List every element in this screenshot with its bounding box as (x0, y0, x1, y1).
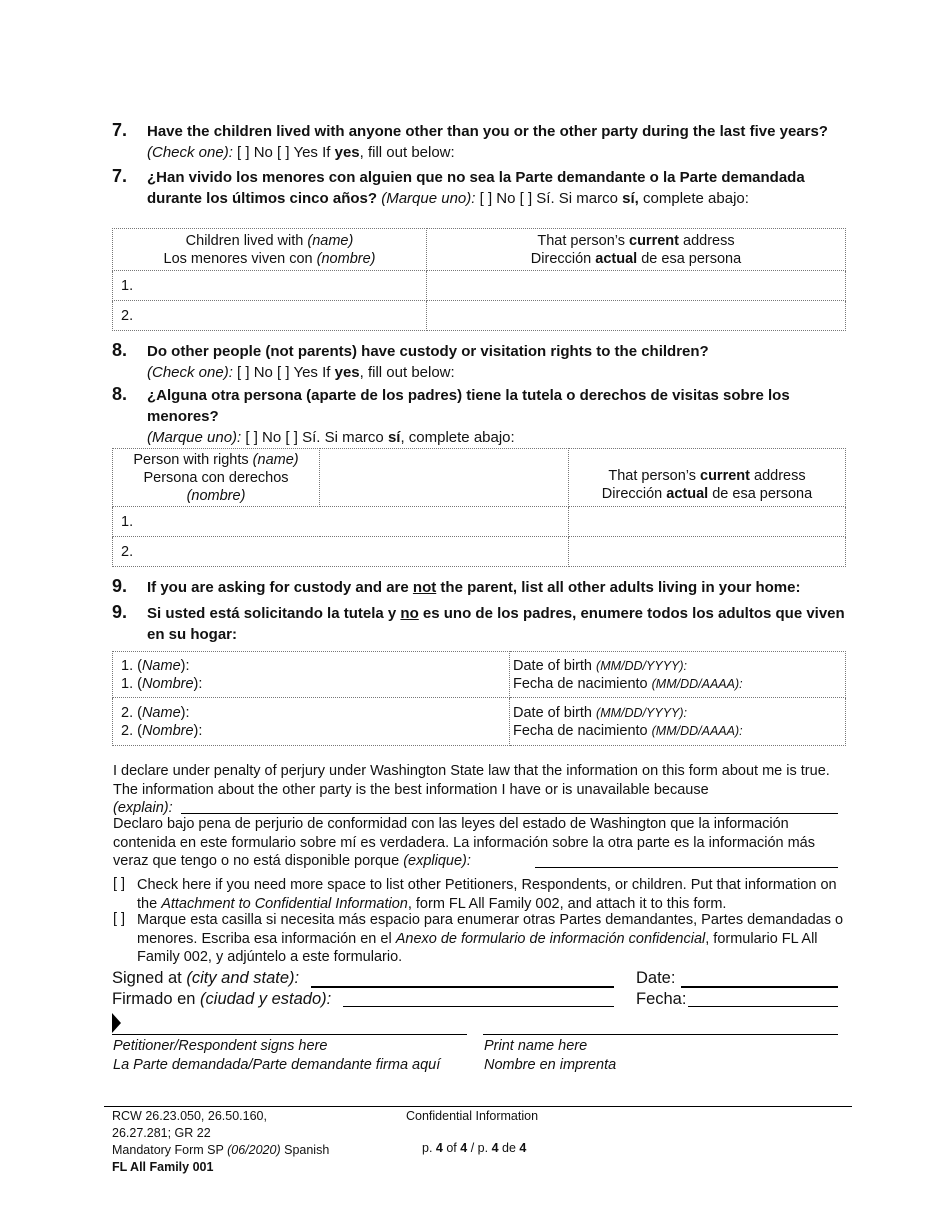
q9-table (112, 651, 846, 746)
q7-header-name: Children lived with (name) Los menores viven con (nombre) (113, 229, 427, 271)
q7-check-label-es: (Marque uno): (381, 190, 476, 207)
footer-divider (104, 1106, 852, 1107)
q7-tail-es: complete abajo: (643, 190, 749, 207)
q7-tail-en: , fill out below: (359, 144, 455, 161)
footer-left: RCW 26.23.050, 26.50.160, 26.27.281; GR 22 Mandatory Form SP (06/2020) Spanish FL All Family 001 (112, 1109, 330, 1174)
q8-number-es: 8. (112, 384, 128, 404)
more-space-checkbox-es[interactable]: [ ] (113, 911, 126, 927)
signature-caption: Petitioner/Respondent signs here La Parte demandada/Parte demandante firma aquí (113, 1038, 441, 1073)
q7-si-es: sí, (622, 190, 639, 207)
explain-line-en[interactable] (181, 813, 838, 814)
q8-check-label-es: (Marque uno): (147, 429, 242, 446)
q9-row-2-dob[interactable]: Date of birth (MM/DD/YYYY): Fecha de nacimiento (MM/DD/AAAA): (510, 698, 846, 746)
q7-row-1-address[interactable] (427, 271, 846, 301)
q8-si-es: sí (387, 429, 401, 446)
q8-table (112, 448, 846, 567)
q9-text-en: If you are asking for custody and are not the parent, list all other adults living in your home: (147, 579, 801, 596)
firmado-line[interactable] (343, 1006, 614, 1007)
q8-row-1-address[interactable] (569, 507, 846, 537)
q8-tail-en: , fill out below: (359, 364, 455, 381)
q8-row-2-name[interactable]: 2. (113, 537, 569, 567)
signed-at-line[interactable] (311, 986, 614, 988)
q8-options-es[interactable]: [ ] No [ ] Sí. Si marco (245, 429, 384, 446)
print-name-line[interactable] (483, 1034, 838, 1035)
more-space-checkbox-en[interactable]: [ ] (113, 876, 126, 892)
q8-question-en: Do other people (not parents) have custody or visitation rights to the children? (147, 343, 709, 360)
footer-confidential: Confidential Information (406, 1109, 539, 1123)
q9-number-en: 9. (112, 576, 128, 596)
q7-table (112, 228, 846, 331)
q8-header-address: That person’s current address Dirección actual de esa persona (569, 449, 846, 507)
q7-check-label-en: (Check one): (147, 144, 233, 161)
q8-text-en (147, 341, 847, 383)
q8-yes-en: yes (334, 364, 360, 381)
fecha-line[interactable] (688, 1006, 838, 1007)
q7-yes-en: yes (334, 144, 360, 161)
q8-options-en[interactable]: [ ] No [ ] Yes If (237, 364, 331, 381)
q9-row-2-name[interactable]: 2. (Name): 2. (Nombre): (113, 698, 510, 746)
fecha-label: Fecha: (636, 990, 687, 1008)
q7-text-en (147, 121, 847, 163)
q9-row-1-dob[interactable]: Date of birth (MM/DD/YYYY): Fecha de nacimiento (MM/DD/AAAA): (510, 652, 846, 698)
signed-at-label: Signed at (city and state): (112, 969, 300, 987)
q8-header-name: Person with rights (name) Persona con derechos (nombre) (113, 449, 320, 507)
explain-line-es[interactable] (535, 867, 838, 868)
q7-row-1-name[interactable]: 1. (113, 271, 427, 301)
q7-options-es[interactable]: [ ] No [ ] Sí. Si marco (479, 190, 618, 207)
more-space-text-en: Check here if you need more space to list other Petitioners, Respondents, or children. Put that information on the Attachment to Confidential Information, form FL All Family 002, and attach it to this form. (137, 877, 837, 912)
print-name-caption: Print name here Nombre en imprenta (484, 1038, 617, 1073)
q8-row-2-address[interactable] (569, 537, 846, 567)
signature-line[interactable] (112, 1034, 467, 1035)
declaration-en: I declare under penalty of perjury under Washington State law that the information on this form about me is true. The information about the other party is the best information I have or is unavailable because (explain): (113, 763, 830, 816)
more-space-text-es: Marque esta casilla si necesita más espacio para enumerar otras Partes demandantes, Partes demandadas o menores. Escriba esa información en el Anexo de formulario de información confidencial, formulario FL All Family 002, y adjúntelo a este formulario. (137, 912, 844, 965)
q7-row-2-address[interactable] (427, 301, 846, 331)
q8-header-blank (320, 449, 569, 507)
q8-tail-es: , complete abajo: (400, 429, 515, 446)
q8-text-es (147, 385, 847, 448)
q9-number-es: 9. (112, 602, 128, 622)
date-line[interactable] (681, 986, 838, 988)
q9-text-es: Si usted está solicitando la tutela y no es uno de los padres, enumere todos los adultos que viven en su hogar: (147, 605, 845, 643)
sign-here-arrow-icon (112, 1013, 122, 1033)
q9-row-1-name[interactable]: 1. (Name): 1. (Nombre): (113, 652, 510, 698)
declaration-es: Declaro bajo pena de perjurio de conformidad con las leyes del estado de Washington que la información contenida en este formulario sobre mí es verdadera. La información sobre la otra parte es la información más veraz que tengo o no está disponible porque (explique): (113, 816, 815, 869)
q7-row-2-name[interactable]: 2. (113, 301, 427, 331)
q7-number-es: 7. (112, 166, 128, 186)
q8-question-es: ¿Alguna otra persona (aparte de los padres) tiene la tutela o derechos de visitas sobre los menores? (147, 387, 790, 425)
firmado-label: Firmado en (ciudad y estado): (112, 990, 332, 1008)
q8-row-1-name[interactable]: 1. (113, 507, 569, 537)
q7-text-es (147, 167, 847, 209)
date-label: Date: (636, 969, 676, 987)
q7-question-es: ¿Han vivido los menores con alguien que no sea la Parte demandante o la Parte demandada durante los últimos cinco años? (147, 169, 805, 207)
footer-page-number: p. 4 of 4 / p. 4 de 4 (422, 1141, 527, 1155)
q7-header-address: That person’s current address Dirección actual de esa persona (427, 229, 846, 271)
q7-number-en: 7. (112, 120, 128, 140)
q8-number-en: 8. (112, 340, 128, 360)
q7-options-en[interactable]: [ ] No [ ] Yes If (237, 144, 331, 161)
q7-question-en: Have the children lived with anyone other than you or the other party during the last five years? (147, 123, 828, 140)
q8-check-label-en: (Check one): (147, 364, 233, 381)
